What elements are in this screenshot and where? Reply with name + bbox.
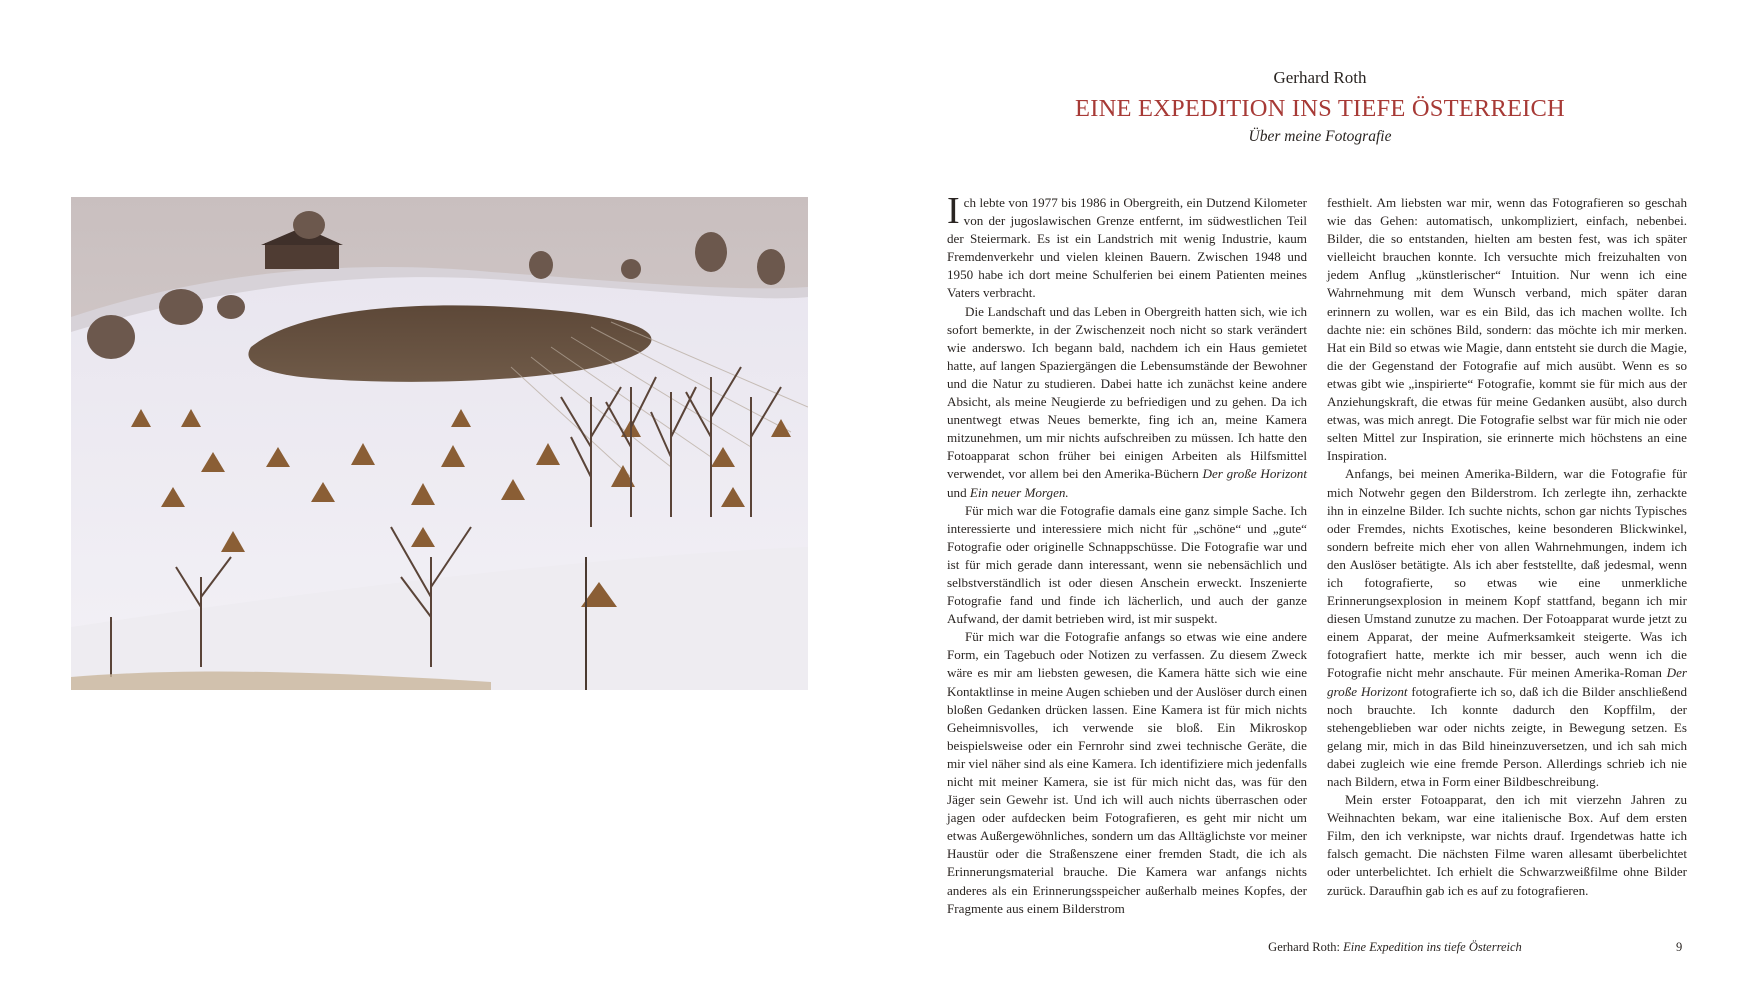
paragraph: Für mich war die Fotografie anfangs so etwas wie eine andere Form, ein Tagebuch oder Notizen zu verfassen. Zu diesem Zweck wäre es mir am liebsten gewesen, die Kamera hätte sich wie eine Kontaktlinse in meine Augen schieben und der Auslöser durch einen bloßen Gedanken drücken lassen. Eine Kamera ist für mich nichts Geheimnisvolles, ich verwende sie bloß. Ein Mikroskop beispielsweise oder ein Fernrohr sind zwei technische Geräte, die mir viel näher sind als eine Kamera. Ich identifiziere mich jedenfalls nicht mit meiner Kamera, sie ist für mich nicht das, was für den Jäger sein Gewehr ist. Und ich will auch nichts überraschen oder jagen oder aufdecken beim Fotografieren, es geht mir nicht um etwas Außergewöhnliches, sondern um das Alltäglichste vor meiner Haustür oder die Straßenszene einer fremden Stadt, die ich als Erinnerungsmaterial brauche. Die Kamera war anfangs nichts anderes als ein Erinnerungsspeicher außerhalb meines Kopfes, der Fragmente aus einem Bilderstrom bbox=[947, 629, 1307, 916]
landscape-photo bbox=[71, 197, 808, 690]
paragraph bbox=[1327, 465, 1687, 791]
paragraph-text: ch lebte von 1977 bis 1986 in Obergreith, ein Dutzend Kilometer von der jugoslawischen Grenze entfernt, im südwestlichen Teil der Steiermark. Es ist ein Landstrich mit wenig Industrie, kaum Fremdenverkehr und vielen kleinen Bauern. Zwischen 1948 und 1950 habe ich dort meine Schulferien bei einem Patienten meines Vaters verbracht. bbox=[947, 195, 1307, 301]
page-number: 9 bbox=[1676, 940, 1683, 954]
photo-illustration bbox=[71, 197, 808, 690]
article-subtitle: Über meine Fotografie bbox=[1248, 128, 1392, 145]
book-title: Der große Horizont bbox=[1327, 665, 1687, 699]
book-title: Der große Horizont bbox=[1202, 466, 1307, 482]
running-footer bbox=[1190, 940, 1600, 955]
paragraph-text: Anfangs, bei meinen Amerika-Bildern, war die Fotografie für mich Notwehr gegen den Bilderstrom. Ich zerlegte ihn, zerhackte ihn in einzelne Bilder. Ich suchte nichts, schon gar nichts Typisches oder Fremdes, nichts Exotisches, keine besonderen Blickwinkel, sondern befreite mich eher von allen Wahrnehmungen, indem ich den Auslöser betätigte. Als ich aber feststellte, daß jedesmal, wenn ich fotografierte, so etwas wie eine unmerkliche Erinnerungsexplosion in meinem Kopf stattfand, begann ich mir diesen Umstand zunutze zu machen. Der Fotoapparat wurde jetzt zu einem Apparat, der meine Aufmerksamkeit steigerte. Was ich fotografiert hatte, merkte ich mir besser, auch wenn ich die Fotografie nicht mehr anschaute. Für meinen Amerika-Roman bbox=[1327, 466, 1687, 681]
paragraph-text: fotografierte ich so, daß ich die Bilder anschließend noch brauchte. Ich konnte dadurch den Kopffilm, der stehengeblieben war oder nichts zeigte, in Bewegung setzen. Es gelang mir, mich in das Bild hineinzuversetzen, und ich sah mich dabei zugleich wie eine fremde Person. Allerdings schrieb ich nie nach Bildern, etwa in Form einer Bildbeschreibung. bbox=[1327, 683, 1687, 789]
text-column-right bbox=[1327, 194, 1687, 900]
article-title: EINE EXPEDITION INS TIEFE ÖSTERREICH bbox=[1075, 95, 1565, 122]
paragraph: Für mich war die Fotografie damals eine ganz simple Sache. Ich interessierte und interessiere mich nicht für „schöne“ und „gute“ Fotografie oder originelle Schnappschüsse. Die Fotografie war und ist für mich gerade dann interessant, wenn sie nebensächlich und selbstverständlich ist oder diesen Anschein erweckt. Inszenierte Fotografie fand und finde ich lächerlich, und auch der ganze Aufwand, der damit betrieben wird, ist mir suspekt. bbox=[947, 502, 1307, 627]
footer-author: Gerhard Roth: bbox=[1268, 940, 1344, 954]
text-column-left bbox=[947, 190, 1307, 918]
drop-cap: I bbox=[947, 190, 960, 232]
author-name: Gerhard Roth bbox=[1273, 68, 1367, 87]
book-title: Ein neuer Morgen. bbox=[969, 484, 1069, 500]
paragraph bbox=[947, 303, 1307, 502]
paragraph bbox=[947, 190, 1307, 303]
paragraph-text: und bbox=[947, 484, 970, 500]
article-heading bbox=[1070, 62, 1570, 150]
footer-title: Eine Expedition ins tiefe Österreich bbox=[1343, 940, 1522, 954]
paragraph: festhielt. Am liebsten war mir, wenn das Fotografieren so geschah wie das Gehen: automatisch, unkompliziert, einfach, nebenbei. Bilder, die so entstanden, hielten am besten fest, was ich später vielleicht brauchen konnte. Ich versuchte mich freizuhalten von jedem Anflug „künstlerischer“ Intuition. Nur wenn ich eine Wahrnehmung mit dem Wunsch verband, mich später daran erinnern zu wollen, war es ein Bild, das ich machen wollte. Ich dachte nie: ein schönes Bild, sondern: das möchte ich mir merken. Hat ein Bild so etwas wie Magie, dann entsteht sie durch die Magie, die der Gegenstand der Fotografie auf mich ausübt. Wenn es so etwas gibt wie „inspirierte“ Fotografie, kommt sie für mich aus der Anziehungskraft, die etwas für meine Gedanken ausübt, also durch etwas, was mich anregt. Die Fotografie selbst war für mich nie oder selten Mittel zur Inspiration, sie erinnerte mich höchstens an eine Inspiration. bbox=[1327, 195, 1687, 464]
paragraph: Mein erster Fotoapparat, den ich mit vierzehn Jahren zu Weihnachten bekam, war eine italienische Box. Auf dem ersten Film, den ich verknipste, war nichts drauf. Irgendetwas hatte ich falsch gemacht. Die nächsten Filme waren allesamt überbelichtet oder unterbelichtet. Ich erhielt die Schwarzweißfilme ohne Bilder zurück. Daraufhin gab ich es auf zu fotografieren. bbox=[1327, 792, 1687, 898]
paragraph-text: Die Landschaft und das Leben in Obergreith hatten sich, wie ich sofort bemerkte, in der Zwischenzeit noch nicht so stark verändert wie anderswo. Ich begann bald, nachdem ich ein Haus gemietet hatte, auf langen Spaziergängen die Lebensumstände der Bewohner und die Natur zu studieren. Dabei hatte ich zunächst keine andere Absicht, als meine Neugierde zu befriedigen und zu gehen. Da ich unentwegt etwas Neues bemerkte, fing ich an, meine Kamera mitzunehmen, um mir nichts aufschreiben zu müssen. Ich hatte den Fotoapparat schon früher bei einigen Arbeiten als Hilfsmittel verwendet, vor allem bei den Amerika-Büchern bbox=[947, 303, 1307, 482]
